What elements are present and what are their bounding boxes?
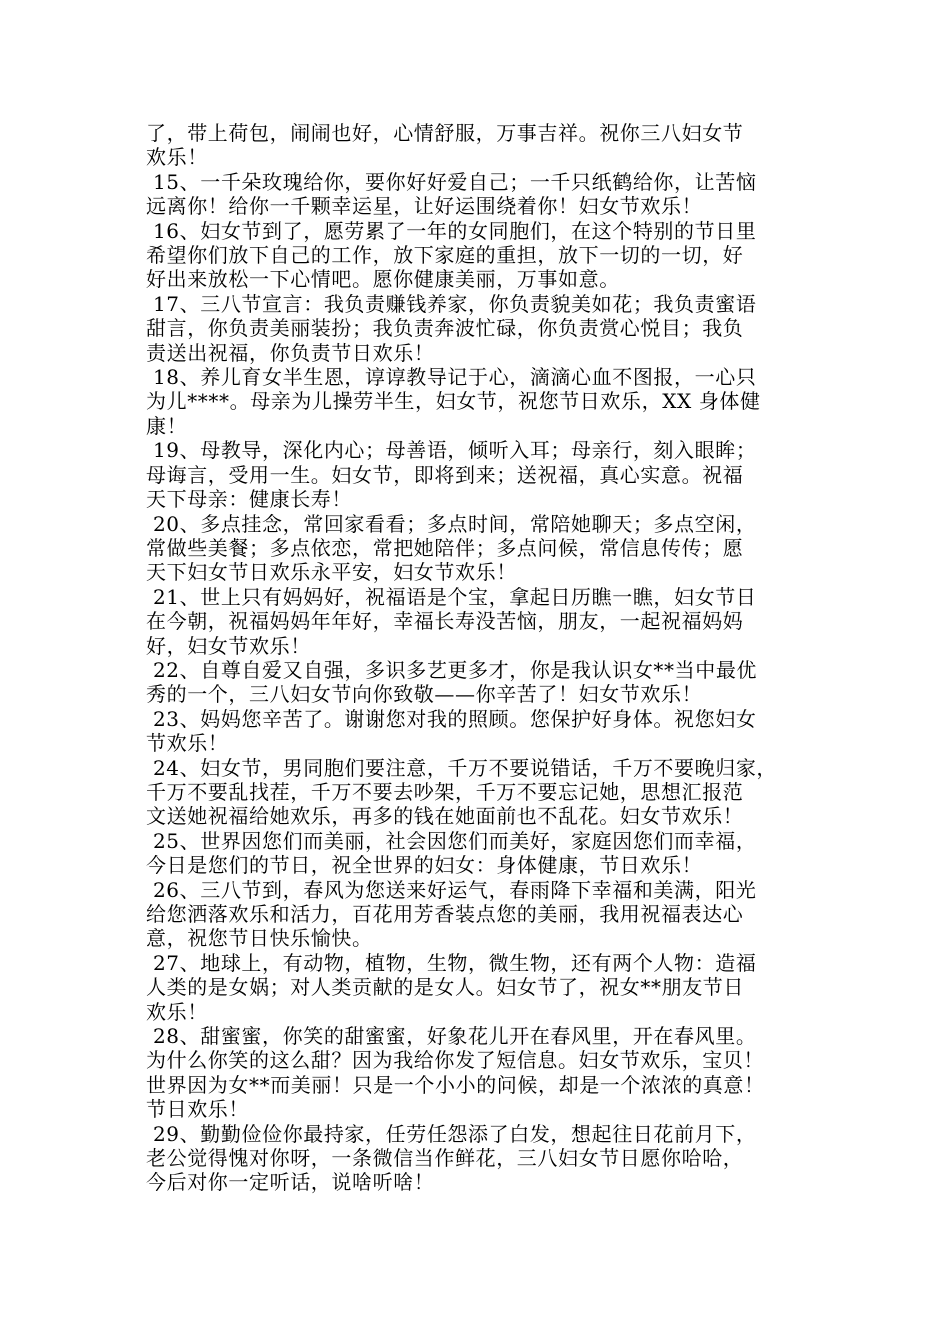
text-line: 29、勤勤俭俭你最持家，任劳任怨添了白发，想起往日花前月下， xyxy=(146,1121,757,1146)
text-line: 母诲言，受用一生。妇女节，即将到来；送祝福，真心实意。祝福 xyxy=(146,462,744,487)
text-line: 在今朝，祝福妈妈年年好，幸福长寿没苦恼，朋友，一起祝福妈妈 xyxy=(146,609,744,634)
text-line: 28、甜蜜蜜，你笑的甜蜜蜜，好象花儿开在春风里，开在春风里。 xyxy=(146,1024,757,1049)
text-line: 给您洒落欢乐和活力，百花用芳香装点您的美丽，我用祝福表达心 xyxy=(146,902,744,926)
text-line: 27、地球上，有动物，植物，生物，微生物，还有两个人物：造福 xyxy=(146,950,757,975)
document-body xyxy=(146,121,816,1195)
text-line: 千万不要乱找茬，千万不要去吵架，千万不要忘记她，思想汇报范 xyxy=(146,779,744,804)
text-line: 文送她祝福给她欢乐，再多的钱在她面前也不乱花。妇女节欢乐！ xyxy=(146,804,744,829)
text-line: 甜言，你负责美丽装扮；我负责奔波忙碌，你负责赏心悦目；我负 xyxy=(146,316,744,341)
text-line: 常做些美餐；多点依恋，常把她陪伴；多点问候，常信息传传；愿 xyxy=(146,535,744,560)
text-line: 16、妇女节到了，愿劳累了一年的女同胞们，在这个特别的节日里 xyxy=(146,218,757,243)
text-line: 意，祝您节日快乐愉快。 xyxy=(146,926,373,951)
text-line: 18、养儿育女半生恩，谆谆教导记于心，滴滴心血不图报，一心只 xyxy=(146,365,757,390)
text-line: 22、自尊自爱又自强，多识多艺更多才，你是我认识女**当中最优 xyxy=(146,657,758,682)
text-line: 秀的一个，三八妇女节向你致敬——你辛苦了！妇女节欢乐！ xyxy=(146,682,703,707)
text-line: 欢乐！ xyxy=(146,145,208,170)
text-line: 远离你！给你一千颗幸运星，让好运围绕着你！妇女节欢乐！ xyxy=(146,194,703,219)
text-line: 希望你们放下自己的工作，放下家庭的重担，放下一切的一切，好 xyxy=(146,243,744,268)
text-line: 21、世上只有妈妈好，祝福语是个宝，拿起日历瞧一瞧，妇女节日 xyxy=(146,584,757,609)
text-line: 20、多点挂念，常回家看看；多点时间，常陪她聊天；多点空闲， xyxy=(146,511,757,536)
text-line: 今日是您们的节日，祝全世界的妇女：身体健康，节日欢乐！ xyxy=(146,853,703,878)
text-line: 17、三八节宣言：我负责赚钱养家，你负责貌美如花；我负责蜜语 xyxy=(146,291,757,316)
text-line: 责送出祝福，你负责节日欢乐！ xyxy=(146,340,435,365)
text-line: 好，妇女节欢乐！ xyxy=(146,633,311,658)
text-line: 26、三八节到，春风为您送来好运气，春雨降下幸福和美满，阳光 xyxy=(146,877,757,902)
text-line: 23、妈妈您辛苦了。谢谢您对我的照顾。您保护好身体。祝您妇女 xyxy=(146,706,757,731)
text-line: 25、世界因您们而美丽，社会因您们而美好，家庭因您们而幸福， xyxy=(146,828,757,853)
text-line: 节欢乐！ xyxy=(146,731,229,756)
text-line: 康！ xyxy=(146,413,188,438)
text-line: 世界因为女**而美丽！只是一个小小的问候，却是一个浓浓的真意！ xyxy=(146,1072,765,1097)
text-line: 为儿****。母亲为儿操劳半生，妇女节，祝您节日欢乐，XX 身体健 xyxy=(146,389,761,414)
text-line: 今后对你一定听话，说啥听啥！ xyxy=(146,1170,435,1195)
text-line: 欢乐！ xyxy=(146,999,208,1024)
text-line: 15、一千朵玫瑰给你，要你好好爱自己；一千只纸鹤给你，让苦恼 xyxy=(146,169,757,194)
text-line: 节日欢乐！ xyxy=(146,1097,249,1122)
text-line: 好出来放松一下心情吧。愿你健康美丽，万事如意。 xyxy=(146,267,620,292)
text-line: 24、妇女节，男同胞们要注意，千万不要说错话，千万不要晚归家， xyxy=(146,755,778,780)
text-line: 天下妇女节日欢乐永平安，妇女节欢乐！ xyxy=(146,560,517,585)
text-line: 了，带上荷包，闹闹也好，心情舒服，万事吉祥。祝你三八妇女节 xyxy=(146,121,744,145)
text-line: 人类的是女娲；对人类贡献的是女人。妇女节了，祝女**朋友节日 xyxy=(146,975,744,1000)
text-line: 为什么你笑的这么甜？因为我给你发了短信息。妇女节欢乐，宝贝！ xyxy=(146,1048,764,1073)
text-line: 天下母亲：健康长寿！ xyxy=(146,487,352,512)
text-line: 19、母教导，深化内心；母善语，倾听入耳；母亲行，刻入眼眸； xyxy=(146,438,757,463)
text-line: 老公觉得愧对你呀，一条微信当作鲜花，三八妇女节日愿你哈哈， xyxy=(146,1146,744,1171)
